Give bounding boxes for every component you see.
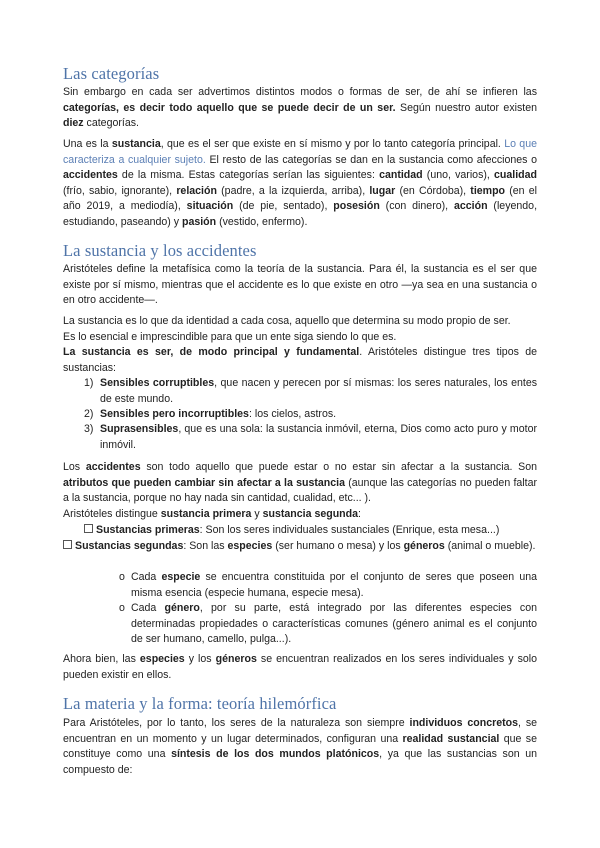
text-run: Los <box>63 461 86 473</box>
list-item <box>100 407 537 423</box>
paragraph-hilemorfica <box>63 716 537 778</box>
text-run: : <box>358 508 361 520</box>
bold-text: género <box>164 602 200 614</box>
text-run: , ya que las sustancias son un compuesto de: <box>63 748 538 776</box>
paragraph-categorias-list <box>63 137 537 231</box>
bold-text: categorías, es decir todo aquello que se puede decir de un ser. <box>63 101 396 114</box>
text-run: Sin embargo en cada ser advertimos distintos modos o formas de ser, de ahí se infieren las <box>63 86 537 98</box>
text-run: (con dinero), <box>379 200 454 213</box>
bullet-circle: o <box>119 602 125 614</box>
bold-text: especies <box>139 653 185 665</box>
bold-text: géneros <box>403 540 445 552</box>
sub-list-item <box>131 601 537 648</box>
checkbox-icon <box>84 524 93 533</box>
bold-text: atributos que pueden cambiar sin afectar a la sustancia <box>63 476 345 489</box>
text-run: (aunque las categorías no pueden faltar a la sustancia, porque no hay nada sin cantidad, cualidad, etc... ). <box>63 476 537 505</box>
text-run: se encuentra constituida por el conjunto de seres que poseen una misma esencia (especie humana, especie mesa). <box>131 571 537 599</box>
bold-text: Sustancias segundas <box>75 540 184 552</box>
checkbox-icon <box>63 540 72 549</box>
paragraph-metafisica: Aristóteles define la metafísica como la teoría de la sustancia. Para él, la sustancia es el ser que existe por sí mismo, mientras que el accidente es lo que existe en otro —ya sea en una sustancia o en otro accidente—. <box>63 263 537 307</box>
bold-text: sustancia <box>111 138 161 150</box>
paragraph-accidentes <box>63 460 537 507</box>
paragraph-categorias-intro <box>63 85 537 132</box>
bold-text: Sensibles pero incorruptibles <box>100 408 249 420</box>
text-run: (leyendo, estudiando, paseando) y <box>63 200 538 228</box>
heading-materia-forma: La materia y la forma: teoría hilemórfica <box>63 694 337 713</box>
paragraph-distingue <box>63 507 537 523</box>
bold-text: pasión <box>181 215 217 228</box>
text-line <box>63 345 537 376</box>
text-run: , que es una sola: la sustancia inmóvil, eterna, Dios como acto puro y motor inmóvil. <box>100 423 537 451</box>
bold-text: accidentes <box>63 169 118 182</box>
bold-text: cualidad <box>494 169 537 182</box>
text-run: : Son los seres individuales sustanciales (Enrique, esta mesa...) <box>199 524 500 536</box>
text-run: (en el año 2019, a mediodía), <box>63 184 537 213</box>
heading-sustancia-accidentes: La sustancia y los accidentes <box>63 241 257 260</box>
bold-text: La sustancia es ser, de modo principal y fundamental <box>63 346 360 359</box>
text-run: (frío, sabio, ignorante), <box>63 184 177 197</box>
text-run: Ahora bien, las <box>63 653 140 665</box>
bold-text: tiempo <box>470 184 506 197</box>
text-run: y los <box>184 653 216 665</box>
text-run: (uno, varios), <box>422 169 495 182</box>
bold-text: posesión <box>333 200 380 213</box>
text-run: : los cielos, astros. <box>248 408 337 420</box>
paragraph-identidad <box>63 314 537 376</box>
bold-text: sustancia segunda <box>262 508 358 520</box>
list-number: 2) <box>84 408 94 420</box>
text-run: (animal o mueble). <box>444 540 536 552</box>
bold-text: acción <box>453 200 488 213</box>
list-number: 1) <box>84 377 94 389</box>
bold-text: diez <box>63 117 84 130</box>
bold-text: individuos concretos <box>409 717 518 729</box>
bold-text: especie <box>161 571 201 583</box>
list-item <box>100 422 537 453</box>
text-run: Según nuestro autor existen <box>395 101 538 114</box>
list-number: 3) <box>84 423 94 435</box>
list-item-primeras <box>84 523 537 539</box>
text-run: son todo aquello que puede estar o no estar sin afectar a la sustancia. Son <box>140 461 537 473</box>
sub-list-item <box>131 570 537 601</box>
text-run: (de pie, sentado), <box>233 200 334 213</box>
text-run: categorías. <box>83 117 139 130</box>
text-run: El resto de las categorías se dan en la sustancia como afecciones o <box>205 153 537 166</box>
bold-text: sustancia primera <box>160 508 252 520</box>
text-run: Aristóteles distingue <box>63 508 161 520</box>
text-run: , que es el ser que existe en sí mismo y por lo tanto categoría principal. <box>160 138 505 150</box>
bold-text: relación <box>176 184 217 197</box>
text-run: Cada <box>131 602 165 614</box>
text-run: de la misma. Estas categorías serían las siguientes: <box>117 169 380 182</box>
bold-text: Sustancias primeras <box>96 524 200 536</box>
heading-las-categorias: Las categorías <box>63 64 160 83</box>
paragraph-especies-generos <box>63 652 537 683</box>
bold-text: realidad sustancial <box>402 732 500 745</box>
text-run: , que nacen y perecen por sí mismas: los seres naturales, los entes de este mundo. <box>100 377 538 405</box>
bold-text: Suprasensibles <box>100 423 179 435</box>
highlighted-text: Lo que caracteriza a cualquier sujeto. <box>63 138 537 166</box>
text-run: , por su parte, está integrado por las diferentes especies con determinadas propiedades o características comunes (género animal es el conjunto de ser humano, camello, pulga...). <box>131 602 537 646</box>
text-line: La sustancia es lo que da identidad a cada cosa, aquello que determina su modo propio de ser. <box>63 315 511 327</box>
text-run: Para Aristóteles, por lo tanto, los seres de la naturaleza son siempre <box>63 717 410 729</box>
list-item <box>100 376 537 407</box>
bold-text: Sensibles corruptibles <box>100 377 215 389</box>
text-run: y <box>251 508 263 520</box>
list-item-segundas <box>63 539 537 555</box>
text-run: . Aristóteles distingue tres tipos de sustancias: <box>63 346 538 374</box>
bold-text: especies <box>227 540 273 552</box>
text-run: Cada <box>131 571 162 583</box>
text-run: : Son las <box>183 540 228 552</box>
bold-text: accidentes <box>85 461 141 473</box>
bold-text: cantidad <box>379 169 423 182</box>
text-run: (ser humano o mesa) y los <box>272 540 404 552</box>
text-line: Es lo esencial e imprescindible para que un ente siga siendo lo que es. <box>63 330 397 343</box>
text-run: Una es la <box>63 138 112 150</box>
text-run: (en Córdoba), <box>395 184 471 197</box>
bold-text: lugar <box>369 184 396 197</box>
bold-text: géneros <box>215 653 257 665</box>
text-run: (padre, a la izquierda, arriba), <box>216 184 370 197</box>
bold-text: situación <box>186 200 234 213</box>
bold-text: síntesis de los dos mundos platónicos <box>171 748 380 761</box>
text-run: se encuentran realizados en los seres individuales y solo pueden existir en ellos. <box>63 653 538 681</box>
text-run: que se constituye como una <box>63 732 537 761</box>
text-run: (vestido, enfermo). <box>216 215 308 228</box>
bullet-circle: o <box>119 571 125 583</box>
text-run: , se encuentran en un momento y un lugar determinados, configuran una <box>63 717 538 745</box>
